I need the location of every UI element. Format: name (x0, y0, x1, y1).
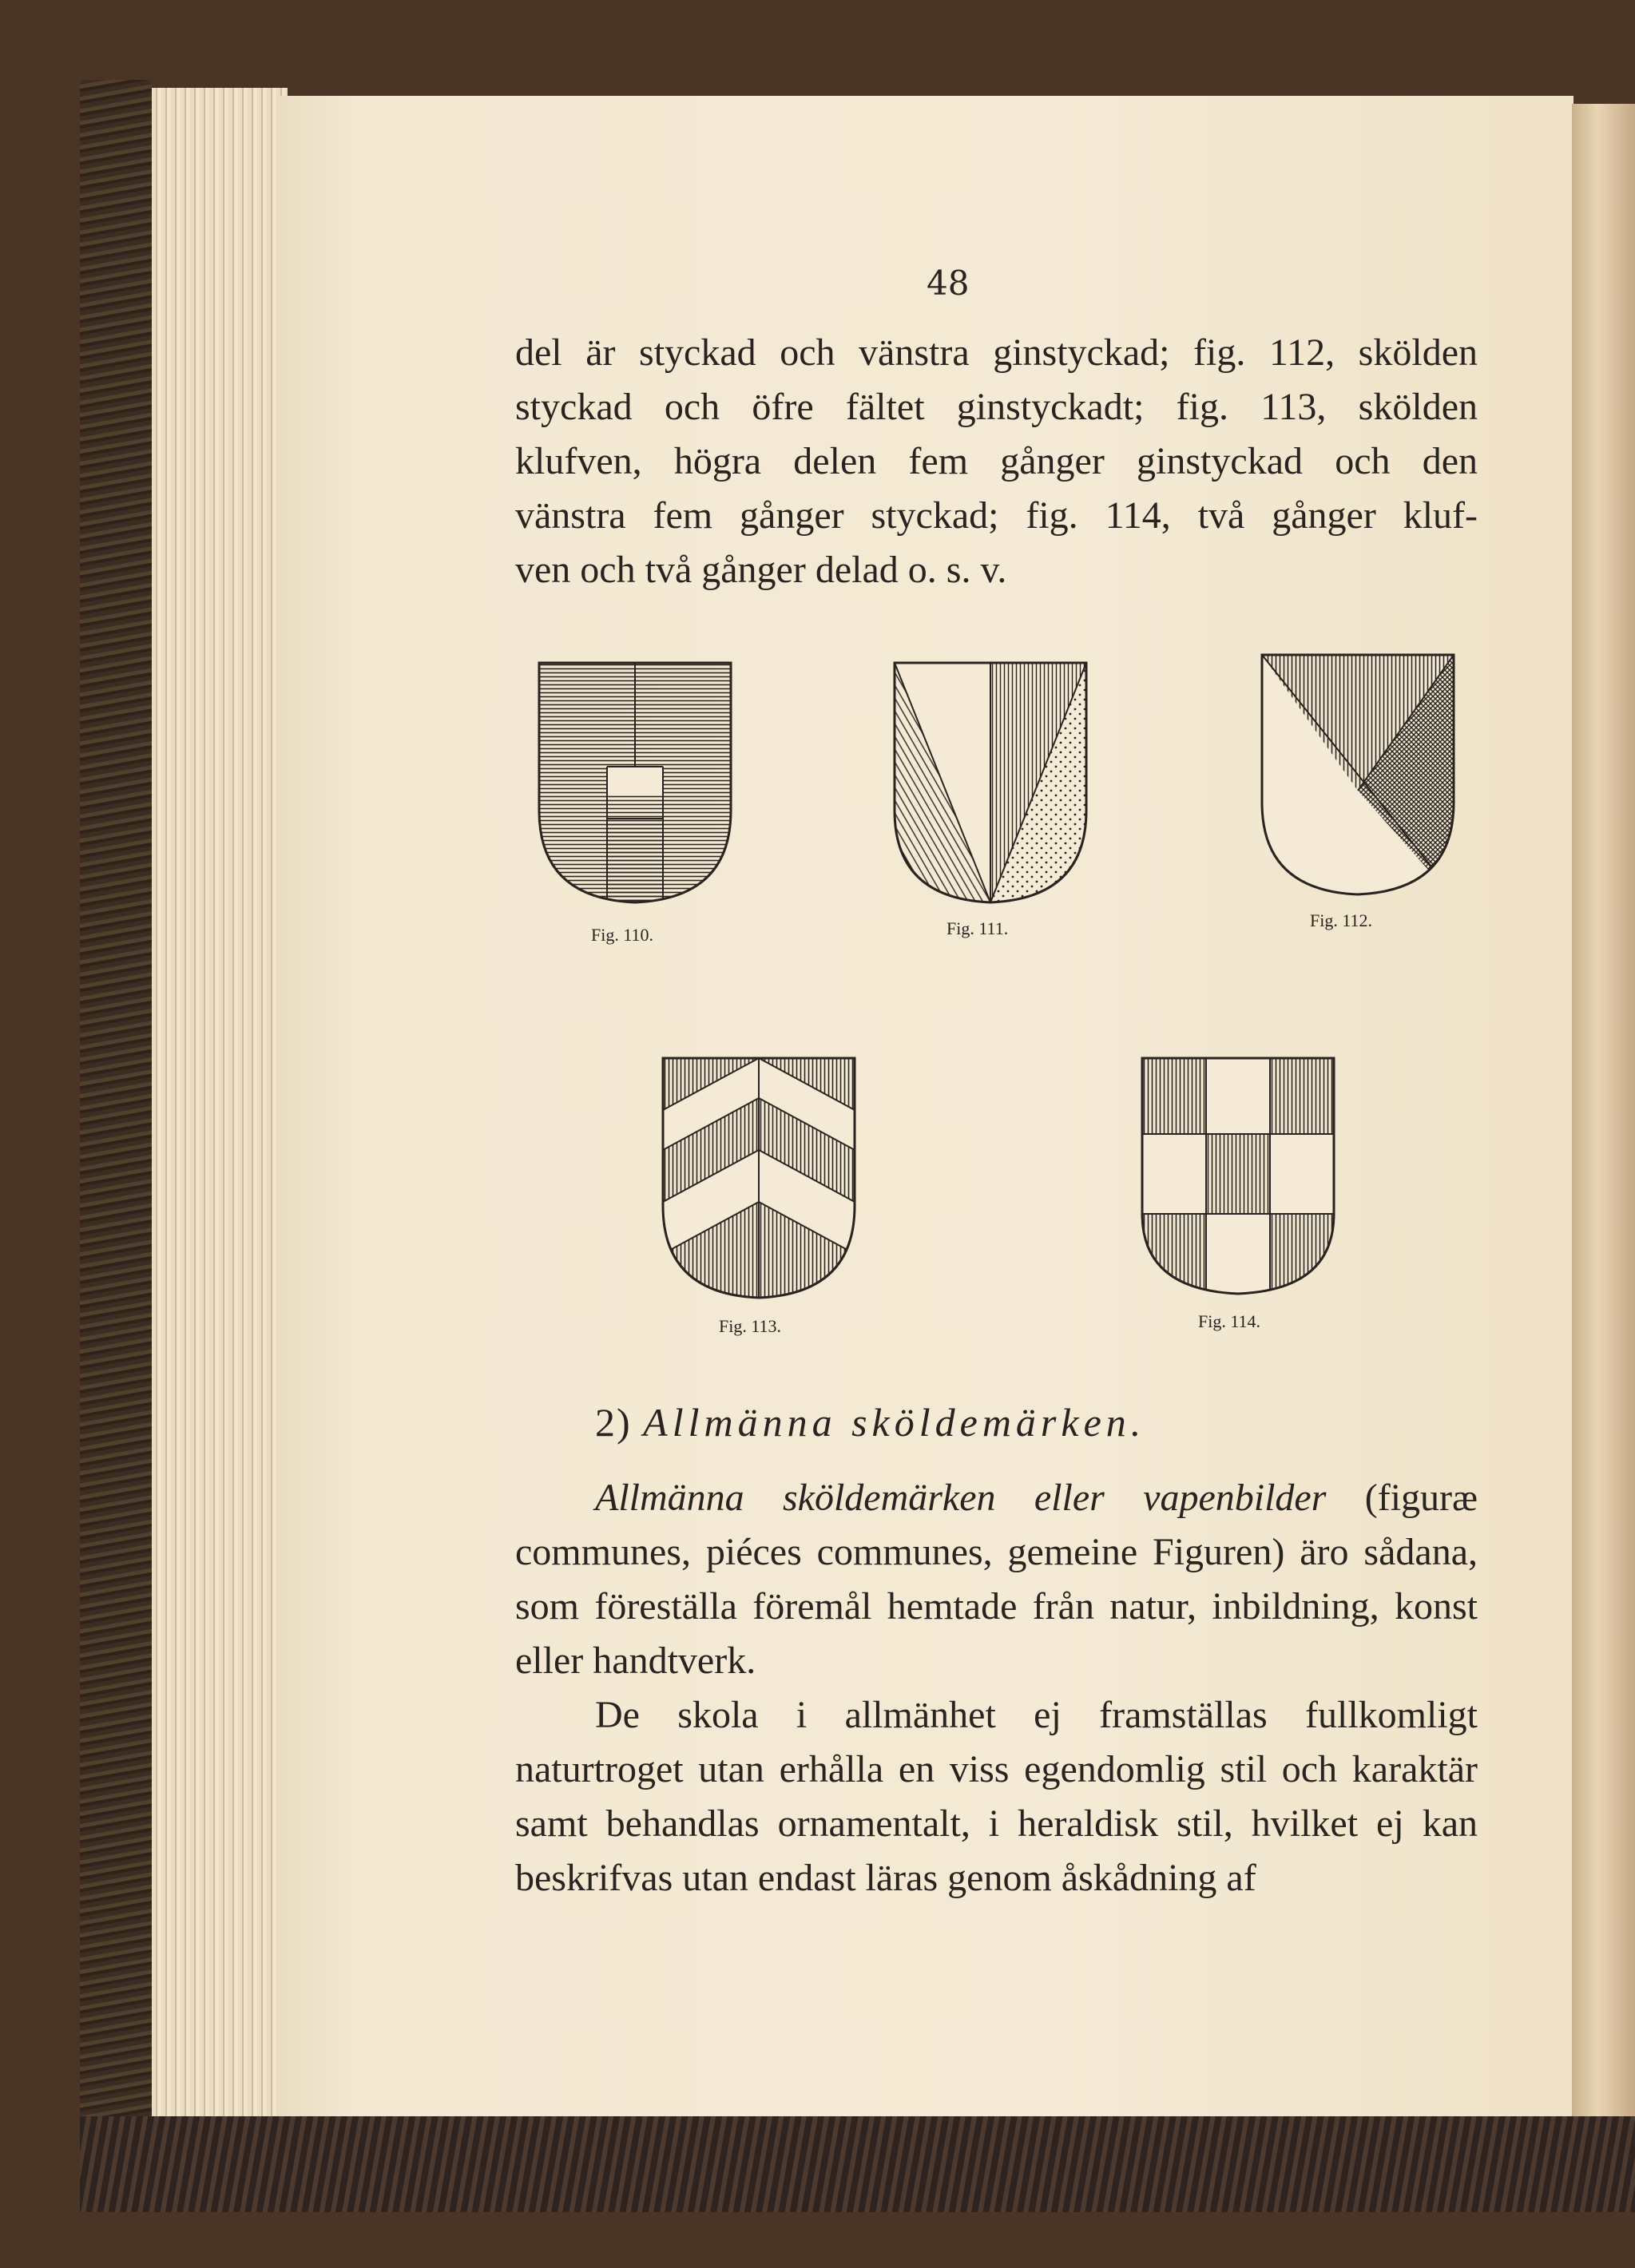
intro-text (515, 326, 1478, 597)
facing-page-edge (1572, 104, 1635, 2124)
text-line: del är styckad och vänstra ginstyckad; fig. 112, skölden (515, 331, 1478, 374)
shield-112-icon (1258, 651, 1458, 898)
shield-110-icon (535, 659, 735, 906)
text-line: vänstra fem gånger styckad; fig. 114, två gånger kluf- (515, 494, 1478, 537)
section-heading (595, 1399, 1145, 1445)
section-number: 2) (595, 1400, 632, 1445)
text-line: styckad och öfre fältet ginstyckadt; fig. 113, skölden (515, 386, 1478, 428)
caption-fig-114: Fig. 114. (1198, 1311, 1261, 1331)
term-vapenbilder: vapenbilder (1143, 1477, 1327, 1519)
caption-fig-112: Fig. 112. (1310, 910, 1373, 930)
paragraph-2: De skola i allmänhet ej framställas fullkomligt naturtroget utan erhålla en viss egendomlig stil och karaktär samt behandlas ornamentalt, i heraldisk stil, hvilket ej kan beskrifvas utan endast läras genom åskådning af (515, 1694, 1478, 1899)
figure-110 (535, 659, 735, 906)
figure-114 (1138, 1054, 1338, 1298)
caption-fig-113: Fig. 113. (719, 1316, 782, 1336)
figure-113 (659, 1054, 859, 1302)
paragraph-1-rest: (figuræ communes, piéces communes, gemeine Figuren) äro sådana, som föreställa föremål hemtade från natur, inbildning, konst eller handtverk. (515, 1477, 1478, 1682)
shield-114-icon (1138, 1054, 1338, 1298)
shield-113-icon (659, 1054, 859, 1302)
caption-fig-111: Fig. 111. (946, 918, 1009, 938)
text-line: klufven, högra delen fem gånger ginstyckad och den (515, 440, 1478, 482)
book-cover-bottom (80, 2116, 1635, 2212)
book-cover-spine (80, 80, 152, 2140)
caption-fig-110: Fig. 110. (591, 925, 654, 945)
body-text (515, 1471, 1478, 1905)
page-edges (152, 88, 288, 2132)
paragraph-1 (515, 1471, 1478, 1688)
section-title: Allmänna sköldemärken. (643, 1400, 1146, 1445)
term-allmanna-skoldemarken: Allmänna sköldemärken (595, 1477, 996, 1519)
shield-111-icon (891, 659, 1090, 906)
term-conjunction: eller (1034, 1477, 1105, 1519)
page-number: 48 (927, 264, 970, 303)
figure-111 (891, 659, 1090, 906)
figure-112 (1258, 651, 1458, 898)
text-line: ven och två gånger delad o. s. v. (515, 549, 1007, 591)
